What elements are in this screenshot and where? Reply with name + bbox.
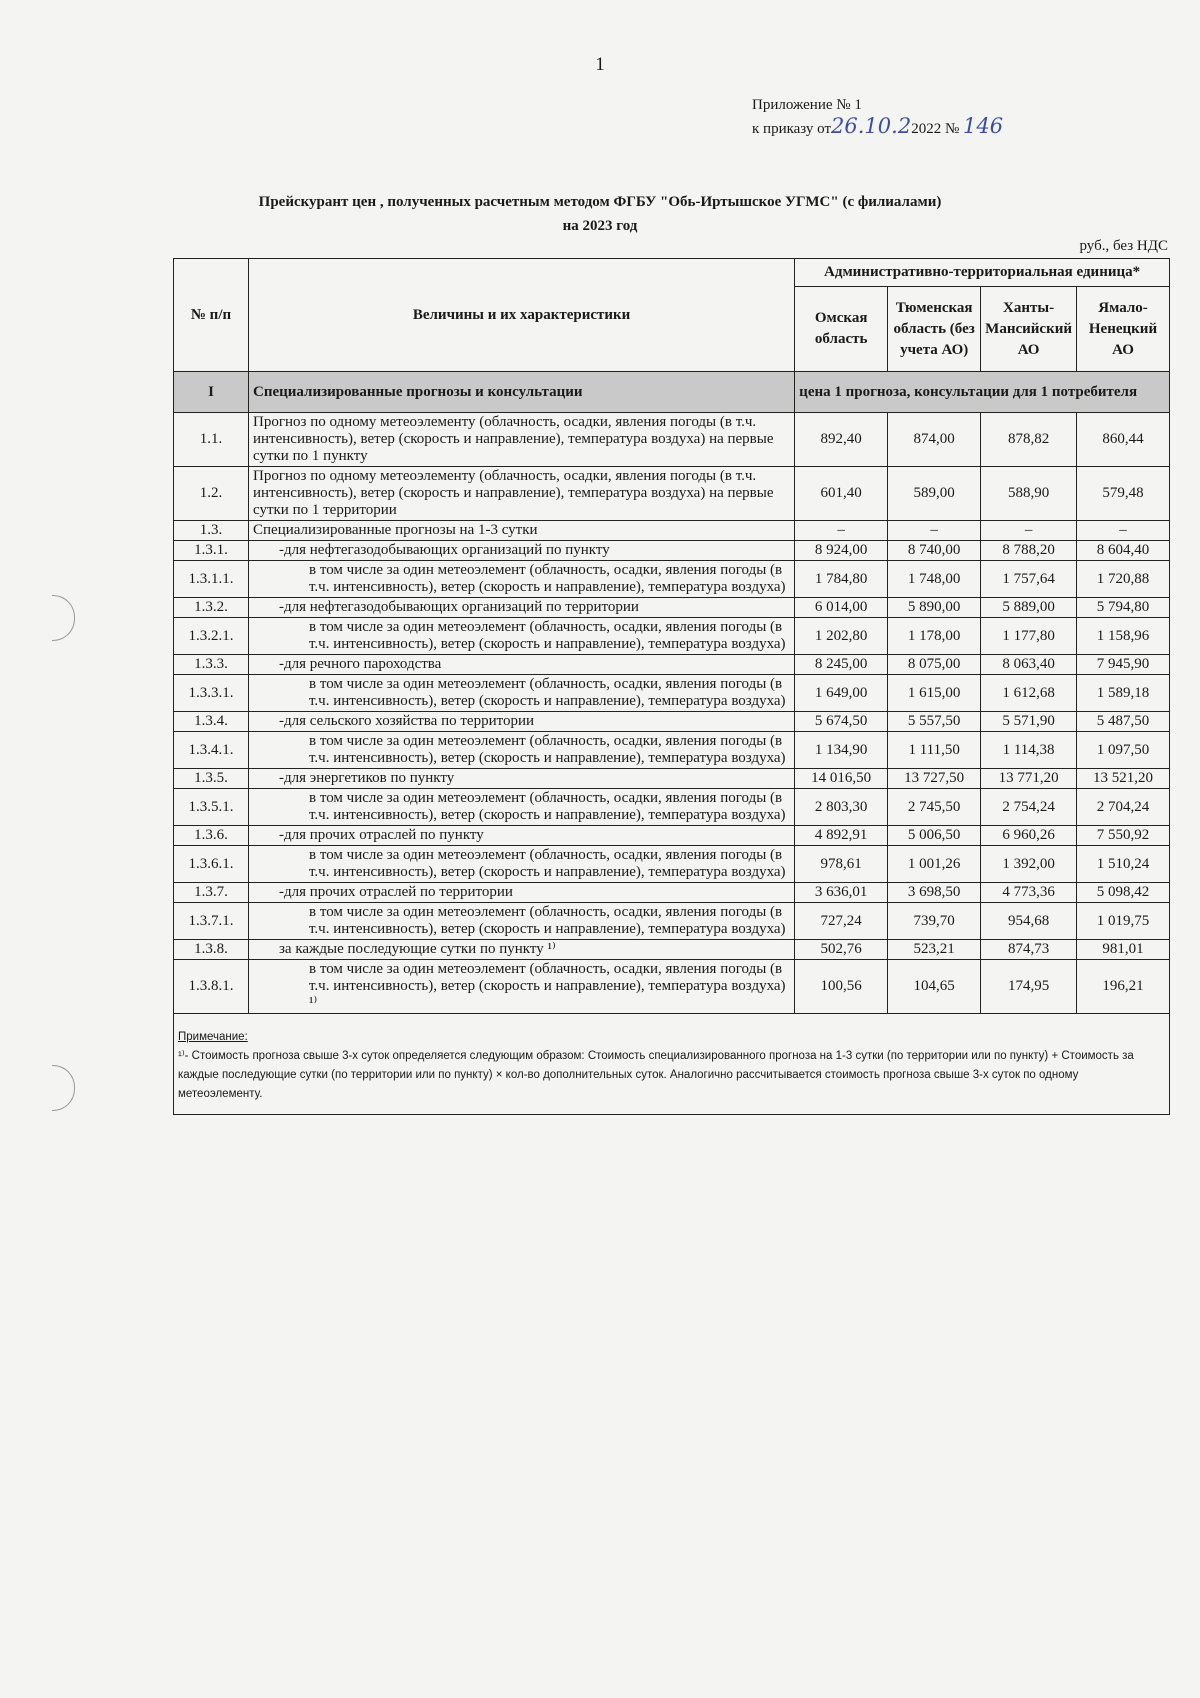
price-cell: 874,00 bbox=[888, 413, 981, 467]
table-row bbox=[174, 598, 1170, 618]
section-title: Специализированные прогнозы и консультации bbox=[249, 372, 795, 413]
price-cell: 978,61 bbox=[795, 846, 888, 883]
price-cell: – bbox=[795, 521, 888, 541]
price-cell: 588,90 bbox=[981, 467, 1077, 521]
header-region: Ханты-Мансийский АО bbox=[981, 287, 1077, 372]
punch-hole-mark bbox=[52, 1065, 75, 1111]
price-cell: – bbox=[888, 521, 981, 541]
table-row bbox=[174, 769, 1170, 789]
table-row bbox=[174, 883, 1170, 903]
price-cell: 1 177,80 bbox=[981, 618, 1077, 655]
row-description: в том числе за один метеоэлемент (облачность, осадки, явления погоды (в т.ч. интенсивность), ветер (скорость и направление), температура воздуха) bbox=[249, 789, 795, 826]
row-description: -для нефтегазодобывающих организаций по пункту bbox=[249, 541, 795, 561]
row-number: 1.3.7.1. bbox=[174, 903, 249, 940]
row-number: 1.1. bbox=[174, 413, 249, 467]
table-row bbox=[174, 618, 1170, 655]
price-cell: 8 924,00 bbox=[795, 541, 888, 561]
price-cell: 1 001,26 bbox=[888, 846, 981, 883]
price-cell: 1 097,50 bbox=[1077, 732, 1170, 769]
price-cell: 1 615,00 bbox=[888, 675, 981, 712]
price-cell: 14 016,50 bbox=[795, 769, 888, 789]
table-row bbox=[174, 846, 1170, 883]
order-year: 2022 № bbox=[911, 121, 960, 137]
price-cell: 2 745,50 bbox=[888, 789, 981, 826]
price-cell: – bbox=[981, 521, 1077, 541]
row-description: в том числе за один метеоэлемент (облачность, осадки, явления погоды (в т.ч. интенсивность), ветер (скорость и направление), температура воздуха) bbox=[249, 618, 795, 655]
section-price-note: цена 1 прогноза, консультации для 1 потребителя bbox=[795, 372, 1170, 413]
price-cell: 4 773,36 bbox=[981, 883, 1077, 903]
currency-note: руб., без НДС bbox=[1079, 238, 1168, 254]
price-cell: 5 674,50 bbox=[795, 712, 888, 732]
price-cell: 2 803,30 bbox=[795, 789, 888, 826]
row-description: -для речного пароходства bbox=[249, 655, 795, 675]
price-cell: 1 784,80 bbox=[795, 561, 888, 598]
price-cell: 954,68 bbox=[981, 903, 1077, 940]
price-cell: 5 889,00 bbox=[981, 598, 1077, 618]
table-row bbox=[174, 732, 1170, 769]
price-cell: 5 006,50 bbox=[888, 826, 981, 846]
handwritten-order-number: 146 bbox=[963, 114, 1004, 138]
document-title bbox=[160, 190, 1040, 238]
price-cell: 5 487,50 bbox=[1077, 712, 1170, 732]
row-description: Прогноз по одному метеоэлементу (облачность, осадки, явления погоды (в т.ч. интенсивность), ветер (скорость и направление), температура воздуха) на первые сутки по 1 территории bbox=[249, 467, 795, 521]
price-cell: 8 063,40 bbox=[981, 655, 1077, 675]
table-row bbox=[174, 467, 1170, 521]
price-cell: 589,00 bbox=[888, 467, 981, 521]
table-row bbox=[174, 561, 1170, 598]
price-cell: 3 698,50 bbox=[888, 883, 981, 903]
row-description: за каждые последующие сутки по пункту ¹⁾ bbox=[249, 940, 795, 960]
header-number: № п/п bbox=[174, 259, 249, 372]
price-cell: 5 794,80 bbox=[1077, 598, 1170, 618]
table-row bbox=[174, 903, 1170, 940]
price-cell: 13 771,20 bbox=[981, 769, 1077, 789]
row-number: 1.3.3.1. bbox=[174, 675, 249, 712]
row-number: 1.3.2.1. bbox=[174, 618, 249, 655]
row-number: 1.3.6. bbox=[174, 826, 249, 846]
row-description: -для прочих отраслей по территории bbox=[249, 883, 795, 903]
price-cell: 2 704,24 bbox=[1077, 789, 1170, 826]
price-cell: 1 649,00 bbox=[795, 675, 888, 712]
row-description: -для сельского хозяйства по территории bbox=[249, 712, 795, 732]
price-cell: 13 727,50 bbox=[888, 769, 981, 789]
table-row bbox=[174, 413, 1170, 467]
title-line-1: Прейскурант цен , полученных расчетным методом ФГБУ "Обь-Иртышское УГМС" (с филиалами) bbox=[258, 194, 942, 210]
price-cell: 878,82 bbox=[981, 413, 1077, 467]
row-description: в том числе за один метеоэлемент (облачность, осадки, явления погоды (в т.ч. интенсивность), ветер (скорость и направление), температура воздуха) ¹⁾ bbox=[249, 960, 795, 1014]
row-description: в том числе за один метеоэлемент (облачность, осадки, явления погоды (в т.ч. интенсивность), ветер (скорость и направление), температура воздуха) bbox=[249, 846, 795, 883]
price-cell: 579,48 bbox=[1077, 467, 1170, 521]
section-number: I bbox=[174, 372, 249, 413]
row-number: 1.3.5.1. bbox=[174, 789, 249, 826]
row-number: 1.3.4.1. bbox=[174, 732, 249, 769]
header-region: Тюменская область (без учета АО) bbox=[888, 287, 981, 372]
table-row bbox=[174, 541, 1170, 561]
row-number: 1.3.2. bbox=[174, 598, 249, 618]
price-cell: 2 754,24 bbox=[981, 789, 1077, 826]
price-cell: 1 589,18 bbox=[1077, 675, 1170, 712]
price-cell: 104,65 bbox=[888, 960, 981, 1014]
price-cell: 981,01 bbox=[1077, 940, 1170, 960]
row-description: Прогноз по одному метеоэлементу (облачность, осадки, явления погоды (в т.ч. интенсивность), ветер (скорость и направление), температура воздуха) на первые сутки по 1 пункту bbox=[249, 413, 795, 467]
price-cell: 8 245,00 bbox=[795, 655, 888, 675]
price-cell: 601,40 bbox=[795, 467, 888, 521]
price-cell: 4 892,91 bbox=[795, 826, 888, 846]
table-row bbox=[174, 940, 1170, 960]
row-description: в том числе за один метеоэлемент (облачность, осадки, явления погоды (в т.ч. интенсивность), ветер (скорость и направление), температура воздуха) bbox=[249, 732, 795, 769]
price-cell: 739,70 bbox=[888, 903, 981, 940]
price-cell: 8 075,00 bbox=[888, 655, 981, 675]
price-cell: 1 757,64 bbox=[981, 561, 1077, 598]
price-table bbox=[173, 258, 1170, 1115]
header-description: Величины и их характеристики bbox=[249, 259, 795, 372]
note-cell bbox=[174, 1014, 1170, 1115]
price-cell: 1 111,50 bbox=[888, 732, 981, 769]
price-cell: 6 960,26 bbox=[981, 826, 1077, 846]
appendix-block bbox=[752, 95, 1003, 140]
price-cell: 100,56 bbox=[795, 960, 888, 1014]
row-description: в том числе за один метеоэлемент (облачность, осадки, явления погоды (в т.ч. интенсивность), ветер (скорость и направление), температура воздуха) bbox=[249, 675, 795, 712]
table-row bbox=[174, 826, 1170, 846]
price-cell: 8 788,20 bbox=[981, 541, 1077, 561]
row-description: -для энергетиков по пункту bbox=[249, 769, 795, 789]
row-number: 1.3. bbox=[174, 521, 249, 541]
price-cell: 5 557,50 bbox=[888, 712, 981, 732]
price-cell: 1 202,80 bbox=[795, 618, 888, 655]
row-number: 1.3.3. bbox=[174, 655, 249, 675]
row-description: в том числе за один метеоэлемент (облачность, осадки, явления погоды (в т.ч. интенсивность), ветер (скорость и направление), температура воздуха) bbox=[249, 903, 795, 940]
price-cell: 7 550,92 bbox=[1077, 826, 1170, 846]
table-row bbox=[174, 655, 1170, 675]
row-description: -для нефтегазодобывающих организаций по территории bbox=[249, 598, 795, 618]
handwritten-date: 26.10.2 bbox=[831, 114, 912, 138]
price-cell: 1 392,00 bbox=[981, 846, 1077, 883]
price-cell: 1 114,38 bbox=[981, 732, 1077, 769]
note-text: ¹⁾- Стоимость прогноза свыше 3-х суток определяется следующим образом: Стоимость специализированного прогноза на 1-3 сутки (по территории или по пункту) + Стоимость за каждые последующие сутки (по территории или по пункту) × кол-во дополнительных суток. Аналогично рассчитывается стоимость прогноза свыше 3-х суток по одному метеоэлементу. bbox=[178, 1050, 1134, 1100]
punch-hole-mark bbox=[52, 595, 75, 641]
price-cell: 1 612,68 bbox=[981, 675, 1077, 712]
row-description: в том числе за один метеоэлемент (облачность, осадки, явления погоды (в т.ч. интенсивность), ветер (скорость и направление), температура воздуха) bbox=[249, 561, 795, 598]
price-cell: 3 636,01 bbox=[795, 883, 888, 903]
price-cell: 1 019,75 bbox=[1077, 903, 1170, 940]
header-admin-unit: Административно-территориальная единица* bbox=[795, 259, 1170, 287]
price-cell: 8 740,00 bbox=[888, 541, 981, 561]
row-number: 1.3.1.1. bbox=[174, 561, 249, 598]
row-description: Специализированные прогнозы на 1-3 сутки bbox=[249, 521, 795, 541]
order-reference bbox=[752, 116, 1003, 140]
price-cell: 1 720,88 bbox=[1077, 561, 1170, 598]
table-row bbox=[174, 675, 1170, 712]
price-cell: 1 178,00 bbox=[888, 618, 981, 655]
row-number: 1.3.8.1. bbox=[174, 960, 249, 1014]
price-cell: 5 098,42 bbox=[1077, 883, 1170, 903]
price-cell: 1 748,00 bbox=[888, 561, 981, 598]
note-label: Примечание: bbox=[178, 1031, 248, 1043]
appendix-title: Приложение № 1 bbox=[752, 97, 862, 113]
price-cell: 13 521,20 bbox=[1077, 769, 1170, 789]
header-region: Ямало-Ненецкий АО bbox=[1077, 287, 1170, 372]
price-cell: 892,40 bbox=[795, 413, 888, 467]
price-cell: 502,76 bbox=[795, 940, 888, 960]
price-cell: 5 890,00 bbox=[888, 598, 981, 618]
price-cell: 874,73 bbox=[981, 940, 1077, 960]
table-row bbox=[174, 712, 1170, 732]
price-cell: 1 134,90 bbox=[795, 732, 888, 769]
row-number: 1.3.4. bbox=[174, 712, 249, 732]
row-number: 1.3.8. bbox=[174, 940, 249, 960]
header-region: Омская область bbox=[795, 287, 888, 372]
price-cell: 8 604,40 bbox=[1077, 541, 1170, 561]
price-cell: 523,21 bbox=[888, 940, 981, 960]
price-cell: 727,24 bbox=[795, 903, 888, 940]
price-cell: – bbox=[1077, 521, 1170, 541]
order-prefix: к приказу от bbox=[752, 121, 832, 137]
row-number: 1.3.1. bbox=[174, 541, 249, 561]
price-cell: 5 571,90 bbox=[981, 712, 1077, 732]
title-line-2: на 2023 год bbox=[562, 218, 638, 234]
row-number: 1.3.7. bbox=[174, 883, 249, 903]
row-description: -для прочих отраслей по пункту bbox=[249, 826, 795, 846]
price-cell: 174,95 bbox=[981, 960, 1077, 1014]
price-cell: 196,21 bbox=[1077, 960, 1170, 1014]
price-cell: 7 945,90 bbox=[1077, 655, 1170, 675]
price-cell: 6 014,00 bbox=[795, 598, 888, 618]
row-number: 1.3.6.1. bbox=[174, 846, 249, 883]
table-row bbox=[174, 960, 1170, 1014]
price-cell: 1 510,24 bbox=[1077, 846, 1170, 883]
note-row bbox=[174, 1014, 1170, 1115]
row-number: 1.2. bbox=[174, 467, 249, 521]
section-row bbox=[174, 372, 1170, 413]
table-body bbox=[174, 372, 1170, 1014]
table-row bbox=[174, 521, 1170, 541]
table-row bbox=[174, 789, 1170, 826]
row-number: 1.3.5. bbox=[174, 769, 249, 789]
price-cell: 860,44 bbox=[1077, 413, 1170, 467]
price-cell: 1 158,96 bbox=[1077, 618, 1170, 655]
page-number: 1 bbox=[595, 54, 605, 75]
